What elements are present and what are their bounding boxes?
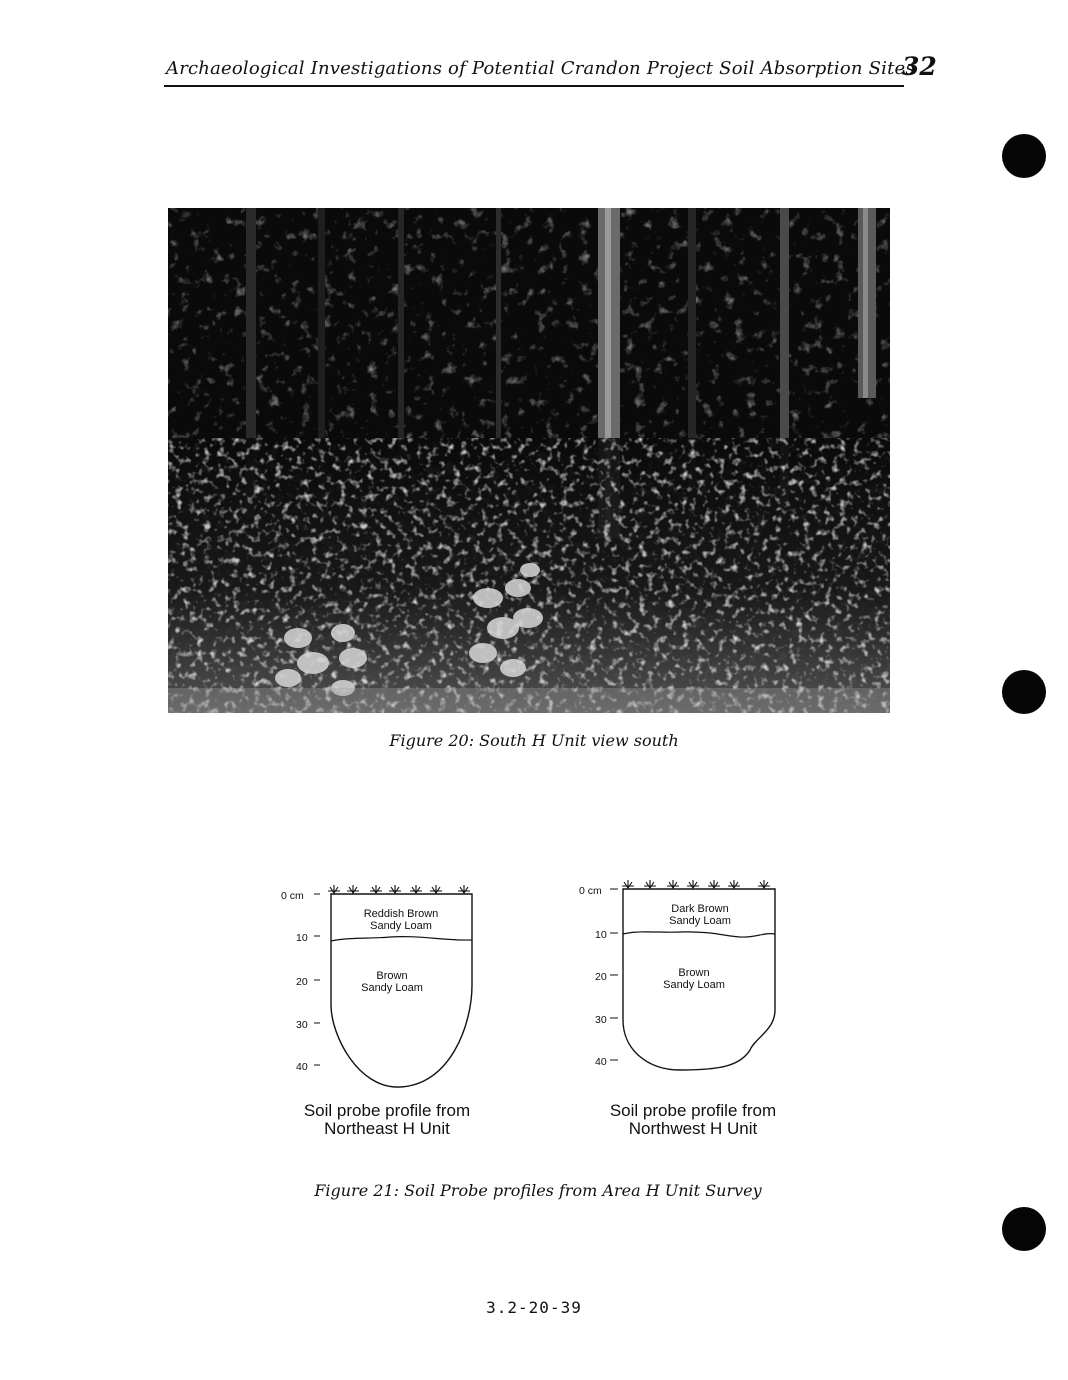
probe-caption-northwest-line1: Soil probe profile from [609, 1101, 777, 1120]
upper-layer-label-line1: Dark Brown [671, 903, 729, 915]
figure-20-caption: Figure 20: South H Unit view south [389, 731, 679, 750]
soil-probe-diagram-northwest [570, 870, 800, 1094]
grass-tufts-northwest [622, 880, 770, 888]
depth-label-0: 0 cm [579, 885, 602, 897]
probe-caption-northwest-line2: Northwest H Unit [628, 1119, 758, 1138]
punch-hole-bottom [1002, 1207, 1046, 1251]
document-code: 3.2-20-39 [486, 1298, 582, 1317]
forest-photograph [168, 208, 890, 713]
probe-caption-northeast-line2: Northeast H Unit [324, 1119, 450, 1138]
depth-label-40: 40 [296, 1061, 308, 1073]
depth-label-10: 10 [595, 929, 607, 941]
upper-layer-label-line2: Sandy Loam [370, 920, 432, 932]
lower-layer-label-line2: Sandy Loam [663, 979, 725, 991]
depth-label-40: 40 [595, 1056, 607, 1068]
layer-boundary-northeast [331, 937, 472, 941]
page-number: 32 [902, 52, 937, 81]
punch-hole-middle [1002, 670, 1046, 714]
lower-layer-label-line2: Sandy Loam [361, 982, 423, 994]
depth-label-20: 20 [595, 971, 607, 983]
soil-probe-northeast-svg [270, 875, 500, 1095]
soil-probe-northwest-svg [570, 870, 800, 1090]
punch-hole-top [1002, 134, 1046, 178]
depth-label-30: 30 [595, 1014, 607, 1026]
soil-probe-diagram-northeast [270, 875, 500, 1099]
figure-21-caption: Figure 21: Soil Probe profiles from Area H Unit Survey [314, 1181, 762, 1200]
depth-label-10: 10 [296, 932, 308, 944]
probe-caption-northeast [257, 1102, 517, 1138]
lower-layer-label-line1: Brown [376, 970, 408, 982]
layer-boundary-northwest [623, 932, 775, 937]
upper-layer-label-line2: Sandy Loam [669, 915, 731, 927]
probe-caption-northwest [563, 1102, 823, 1138]
header-rule [164, 85, 904, 87]
probe-caption-northeast-line1: Soil probe profile from [303, 1101, 471, 1120]
running-header-title: Archaeological Investigations of Potential Crandon Project Soil Absorption Sites [166, 58, 915, 79]
lower-layer-label-line1: Brown [678, 967, 710, 979]
depth-label-0: 0 cm [281, 890, 304, 902]
depth-label-30: 30 [296, 1019, 308, 1031]
depth-label-20: 20 [296, 976, 308, 988]
upper-layer-label-line1: Reddish Brown [363, 908, 439, 920]
grass-tufts-northeast [328, 885, 470, 893]
